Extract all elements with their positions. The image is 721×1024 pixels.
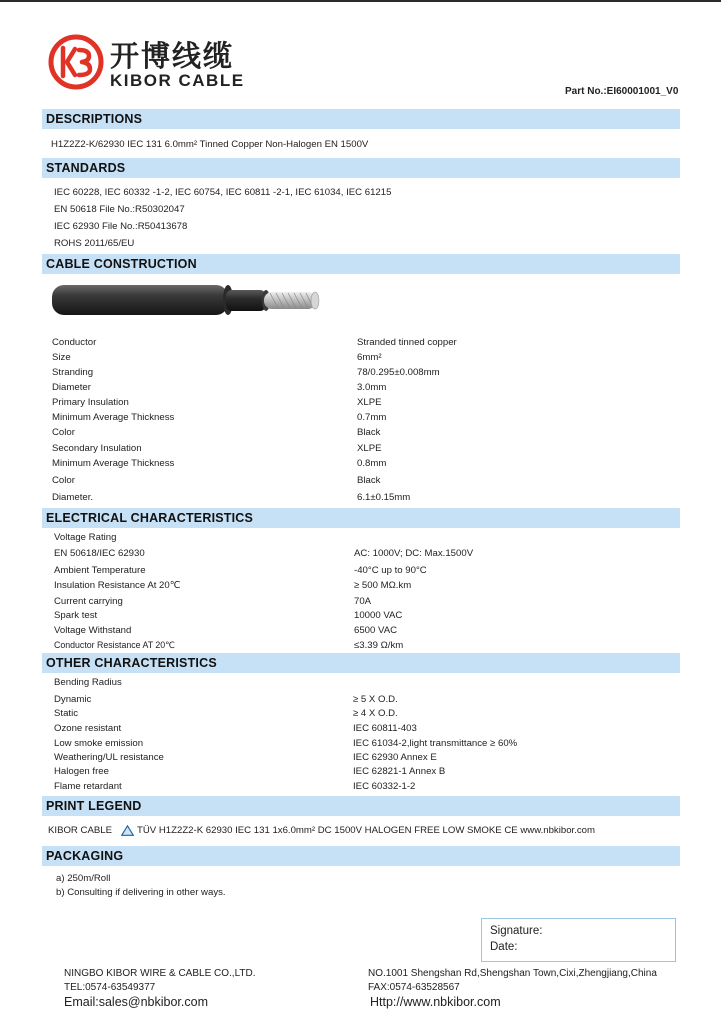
descriptions-section-header — [42, 109, 680, 129]
construction-label: Size — [52, 352, 71, 363]
construction-value: Black — [357, 475, 381, 486]
footer-tel: TEL:0574-63549377 — [64, 982, 156, 993]
electrical-label: Current carrying — [54, 596, 123, 607]
construction-label: Minimum Average Thickness — [52, 458, 175, 469]
section-title: PRINT LEGEND — [46, 799, 142, 813]
construction-value: 0.8mm — [357, 458, 387, 469]
brand-name-english: KIBOR CABLE — [110, 71, 245, 90]
electrical-value: ≤3.39 Ω/km — [354, 640, 404, 651]
construction-value: XLPE — [357, 443, 382, 454]
other-label: Weathering/UL resistance — [54, 752, 164, 763]
construction-label: Minimum Average Thickness — [52, 412, 175, 423]
electrical-value: -40°C up to 90°C — [354, 565, 427, 576]
other-value: IEC 60332-1-2 — [353, 781, 416, 792]
other-label: Dynamic — [54, 694, 92, 705]
section-title: OTHER CHARACTERISTICS — [46, 656, 217, 670]
other-value: IEC 62821-1 Annex B — [353, 766, 446, 777]
other-section-header — [42, 653, 680, 673]
construction-label: Primary Insulation — [52, 397, 129, 408]
top-border-line — [0, 0, 721, 2]
footer-company: NINGBO KIBOR WIRE & CABLE CO.,LTD. — [64, 968, 256, 979]
construction-label: Diameter — [52, 382, 91, 393]
construction-value: 0.7mm — [357, 412, 387, 423]
other-label: Ozone resistant — [54, 723, 122, 734]
construction-value: Black — [357, 427, 381, 438]
date-label: Date: — [490, 941, 518, 953]
description-text: H1Z2Z2-K/62930 IEC 131 6.0mm² Tinned Copper Non-Halogen EN 1500V — [51, 139, 369, 150]
construction-value: 3.0mm — [357, 382, 387, 393]
section-title: PACKAGING — [46, 849, 124, 863]
cable-cross-section-image — [50, 283, 325, 319]
other-label: Flame retardant — [54, 781, 122, 792]
standard-line: ROHS 2011/65/EU — [54, 238, 135, 249]
construction-value: 78/0.295±0.008mm — [357, 367, 440, 378]
standard-line: IEC 62930 File No.:R50413678 — [54, 221, 188, 232]
construction-label: Secondary Insulation — [52, 443, 142, 454]
brand-name-chinese: 开博线缆 — [110, 39, 235, 73]
standard-line: EN 50618 File No.:R50302047 — [54, 204, 185, 215]
kibor-logo-icon — [48, 34, 104, 90]
electrical-label: Conductor Resistance AT 20℃ — [54, 640, 176, 650]
construction-value: Stranded tinned copper — [357, 337, 457, 348]
other-label: Bending Radius — [54, 677, 122, 688]
footer-email: Email:sales@nbkibor.com — [64, 995, 208, 1009]
construction-value: XLPE — [357, 397, 382, 408]
electrical-label: Spark test — [54, 610, 98, 621]
construction-label: Color — [52, 475, 75, 486]
footer-address: NO.1001 Shengshan Rd,Shengshan Town,Cixi,Zhengjiang,China — [368, 968, 657, 979]
footer-website: Http://www.nbkibor.com — [370, 995, 501, 1009]
print-legend-section-header — [42, 796, 680, 816]
print-legend-brand: KIBOR CABLE — [48, 825, 112, 836]
section-title: ELECTRICAL CHARACTERISTICS — [46, 511, 254, 525]
electrical-label: Ambient Temperature — [54, 565, 146, 576]
construction-label: Diameter. — [52, 492, 94, 503]
electrical-value: ≥ 500 MΩ.km — [354, 580, 412, 591]
standard-line: IEC 60228, IEC 60332 -1-2, IEC 60754, IEC 60811 -2-1, IEC 61034, IEC 61215 — [54, 187, 392, 198]
electrical-value: 10000 VAC — [354, 610, 403, 621]
warning-triangle-icon — [121, 825, 134, 836]
other-label: Low smoke emission — [54, 738, 144, 749]
packaging-line: a) 250m/Roll — [56, 873, 111, 884]
electrical-label: Insulation Resistance At 20℃ — [54, 580, 181, 591]
footer-fax: FAX:0574-63528567 — [368, 982, 460, 993]
construction-label: Color — [52, 427, 75, 438]
other-value: IEC 61034-2,light transmittance ≥ 60% — [353, 738, 518, 749]
standards-section-header — [42, 158, 680, 178]
construction-value: 6mm² — [357, 352, 382, 363]
other-label: Halogen free — [54, 766, 109, 777]
electrical-value: AC: 1000V; DC: Max.1500V — [354, 548, 474, 559]
other-value: IEC 60811-403 — [353, 723, 417, 734]
other-value: ≥ 5 X O.D. — [353, 694, 398, 705]
electrical-value: 70A — [354, 596, 372, 607]
electrical-section-header — [42, 508, 680, 528]
electrical-label: Voltage Withstand — [54, 625, 132, 636]
electrical-label: EN 50618/IEC 62930 — [54, 548, 145, 559]
other-label: Static — [54, 708, 78, 719]
construction-section-header — [42, 254, 680, 274]
packaging-line: b) Consulting if delivering in other ways. — [56, 887, 226, 898]
signature-label: Signature: — [490, 925, 543, 937]
construction-label: Conductor — [52, 337, 97, 348]
other-value: IEC 62930 Annex E — [353, 752, 437, 763]
construction-label: Stranding — [52, 367, 94, 378]
section-title: STANDARDS — [46, 161, 126, 175]
section-title: CABLE CONSTRUCTION — [46, 257, 197, 271]
packaging-section-header — [42, 846, 680, 866]
part-number: Part No.:EI60001001_V0 — [565, 86, 679, 97]
section-title: DESCRIPTIONS — [46, 112, 143, 126]
construction-value: 6.1±0.15mm — [357, 492, 411, 503]
electrical-value: 6500 VAC — [354, 625, 398, 636]
electrical-label: Voltage Rating — [54, 532, 117, 543]
print-legend-text: TÜV H1Z2Z2-K 62930 IEC 131 1x6.0mm² DC 1500V HALOGEN FREE LOW SMOKE CE www.nbkibor.com — [137, 825, 595, 836]
other-value: ≥ 4 X O.D. — [353, 708, 398, 719]
